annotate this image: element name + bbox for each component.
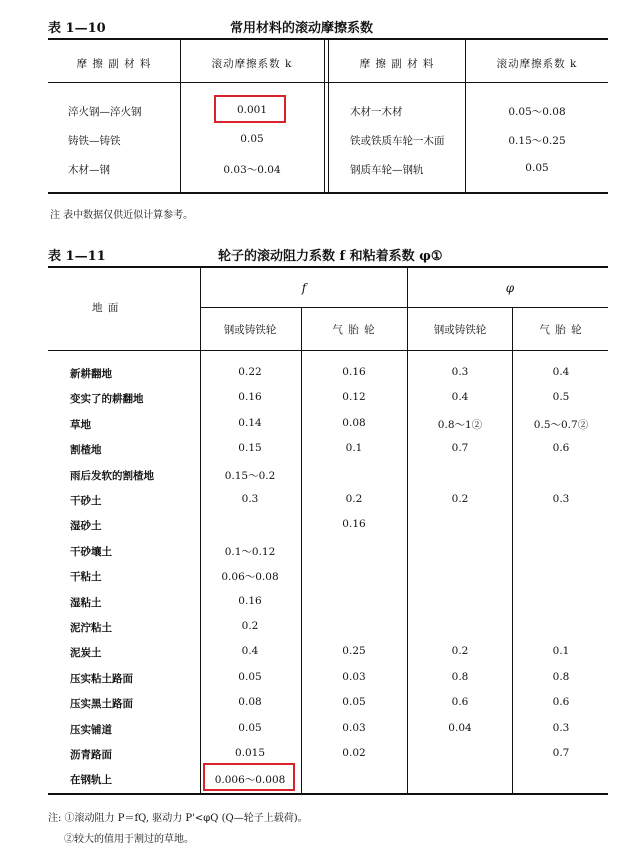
- table2-vline-3: [407, 268, 408, 793]
- table2-row-ground: 草地: [70, 419, 91, 431]
- table2-cell-phi-steel: 0.3: [451, 366, 469, 378]
- table2-cell-phi-tire: 0.3: [552, 722, 570, 734]
- table2-sub-header: 气 胎 轮: [539, 324, 583, 336]
- table2-sub-header: 钢或铸铁轮: [223, 324, 277, 336]
- table2-row-ground: 雨后发软的割楂地: [70, 470, 154, 482]
- table2-cell-f-steel: 0.006～0.008: [214, 774, 286, 786]
- table2-sub-header: 钢或铸铁轮: [433, 324, 487, 336]
- table1-number: 表 1—10: [48, 21, 106, 36]
- table2-cell-phi-tire: 0.4: [552, 366, 570, 378]
- table2-header-phi: φ: [505, 281, 515, 295]
- table2-row-ground: 泥泞粘土: [70, 622, 112, 634]
- table2-cell-phi-tire: 0.6: [552, 442, 570, 454]
- table2-row-ground: 湿砂土: [70, 520, 102, 532]
- highlight-box-rail: [203, 763, 295, 791]
- table1-k-value: 0.001: [236, 104, 268, 116]
- table2-cell-phi-steel: 0.6: [451, 696, 469, 708]
- table2-bottom-rule: [48, 793, 608, 795]
- table2-row-ground: 压实铺道: [70, 724, 112, 736]
- table2-cell-phi-steel: 0.2: [451, 493, 469, 505]
- table2-note-2: ②较大的值用于割过的草地。: [64, 834, 194, 845]
- table2-row-ground: 在钢轨上: [70, 774, 112, 786]
- table2-title: 轮子的滚动阻力系数 f 和粘着系数 φ①: [218, 249, 443, 264]
- table2-cell-f-tire: 0.12: [342, 391, 366, 403]
- table1-material: 淬火钢—淬火钢: [68, 106, 142, 118]
- table2-row-ground: 压实粘土路面: [70, 673, 133, 685]
- table2-header-ground: 地 面: [92, 302, 120, 314]
- table2-cell-phi-tire: 0.5: [552, 391, 570, 403]
- table2-cell-f-steel: 0.4: [241, 645, 259, 657]
- table1-vline-2: [324, 40, 325, 192]
- table2-cell-phi-tire: 0.3: [552, 493, 570, 505]
- table2-cell-phi-steel: 0.7: [451, 442, 469, 454]
- table2-row-ground: 泥炭土: [70, 647, 102, 659]
- table2-cell-f-steel: 0.05: [238, 671, 262, 683]
- table1-k-value: 0.05～0.08: [508, 106, 566, 118]
- table2-cell-f-steel: 0.08: [238, 696, 262, 708]
- table2-cell-phi-tire: 0.6: [552, 696, 570, 708]
- table2-row-ground: 新耕翻地: [70, 368, 112, 380]
- table2-vline-1: [200, 268, 201, 793]
- table2-cell-phi-tire: 0.5～0.7②: [533, 419, 589, 431]
- table2-cell-f-steel: 0.15: [238, 442, 262, 454]
- table2-cell-f-tire: 0.05: [342, 696, 366, 708]
- table2-cell-f-tire: 0.25: [342, 645, 366, 657]
- table1-header-k-right: 滚动摩擦系数 k: [496, 58, 578, 70]
- table2-row-ground: 压实黑土路面: [70, 698, 133, 710]
- table2-cell-f-tire: 0.2: [345, 493, 363, 505]
- table1-header-k-left: 滚动摩擦系数 k: [211, 58, 293, 70]
- table2-cell-f-tire: 0.08: [342, 417, 366, 429]
- table2-row-ground: 变实了的耕翻地: [70, 393, 144, 405]
- table1-material: 木材—钢: [68, 164, 110, 176]
- table2-cell-f-steel: 0.16: [238, 391, 262, 403]
- table2-row-ground: 割楂地: [70, 444, 102, 456]
- table2-number: 表 1—11: [48, 249, 106, 264]
- table2-cell-f-steel: 0.2: [241, 620, 259, 632]
- table2-cell-f-tire: 0.16: [342, 366, 366, 378]
- table2-cell-phi-tire: 0.1: [552, 645, 570, 657]
- table1-k-value: 0.15～0.25: [508, 135, 566, 147]
- table2-cell-phi-steel: 0.8: [451, 671, 469, 683]
- table2-cell-f-steel: 0.22: [238, 366, 262, 378]
- table2-row-ground: 干砂土: [70, 495, 102, 507]
- table2-top-rule: [48, 266, 608, 268]
- table1-material: 钢质车轮—钢轨: [350, 164, 424, 176]
- table2-cell-phi-steel: 0.04: [448, 722, 472, 734]
- table2-cell-phi-tire: 0.8: [552, 671, 570, 683]
- table2-vline-4: [512, 307, 513, 793]
- table2-cell-phi-tire: 0.7: [552, 747, 570, 759]
- table2-row-ground: 干粘土: [70, 571, 102, 583]
- table1-bottom-rule: [48, 192, 608, 194]
- table2-cell-phi-steel: 0.4: [451, 391, 469, 403]
- table2-cell-f-steel: 0.015: [234, 747, 266, 759]
- table1-vline-3: [328, 40, 329, 192]
- table2-cell-f-tire: 0.03: [342, 671, 366, 683]
- table1-material: 铁或铁质车轮一木面: [350, 135, 445, 147]
- table1-k-value: 0.05: [240, 133, 264, 145]
- table2-row-ground: 沥青路面: [70, 749, 112, 761]
- table1-vline-1: [180, 40, 181, 192]
- table2-cell-f-steel: 0.15～0.2: [224, 470, 276, 482]
- table2-cell-f-steel: 0.3: [241, 493, 259, 505]
- highlight-box-0001: [214, 95, 286, 123]
- table2-note-1: 注: ①滚动阻力 P＝fQ, 驱动力 P'<φQ (Q—轮子上载荷)。: [48, 813, 308, 824]
- table2-cell-f-steel: 0.1～0.12: [224, 546, 276, 558]
- table2-sub-header: 气 胎 轮: [332, 324, 376, 336]
- table1-k-value: 0.03～0.04: [223, 164, 281, 176]
- table1-material: 木材一木材: [350, 106, 403, 118]
- table2-vline-2: [301, 307, 302, 793]
- table2-header-rule: [48, 350, 608, 351]
- table2-cell-f-steel: 0.06～0.08: [221, 571, 279, 583]
- table1-header-material-right: 摩 擦 副 材 料: [359, 58, 435, 70]
- table2-cell-f-steel: 0.14: [238, 417, 262, 429]
- table2-cell-f-steel: 0.16: [238, 595, 262, 607]
- table2-row-ground: 干砂壤土: [70, 546, 112, 558]
- table2-cell-f-tire: 0.16: [342, 518, 366, 530]
- table2-cell-f-tire: 0.1: [345, 442, 363, 454]
- table1-header-material-left: 摩 擦 副 材 料: [76, 58, 152, 70]
- table1-title: 常用材料的滚动摩擦系数: [230, 21, 374, 36]
- table2-cell-f-steel: 0.05: [238, 722, 262, 734]
- table2-cell-f-tire: 0.03: [342, 722, 366, 734]
- table2-group-rule: [200, 307, 608, 308]
- table1-note: 注 表中数据仅供近似计算参考。: [50, 210, 194, 221]
- table1-material: 铸铁—铸铁: [68, 135, 121, 147]
- table2-row-ground: 湿粘土: [70, 597, 102, 609]
- table2-cell-phi-steel: 0.8～1②: [437, 419, 483, 431]
- table2-cell-phi-steel: 0.2: [451, 645, 469, 657]
- table1-vline-4: [465, 40, 466, 192]
- table1-k-value: 0.05: [525, 162, 549, 174]
- table2-cell-f-tire: 0.02: [342, 747, 366, 759]
- table2-header-f: f: [301, 281, 307, 295]
